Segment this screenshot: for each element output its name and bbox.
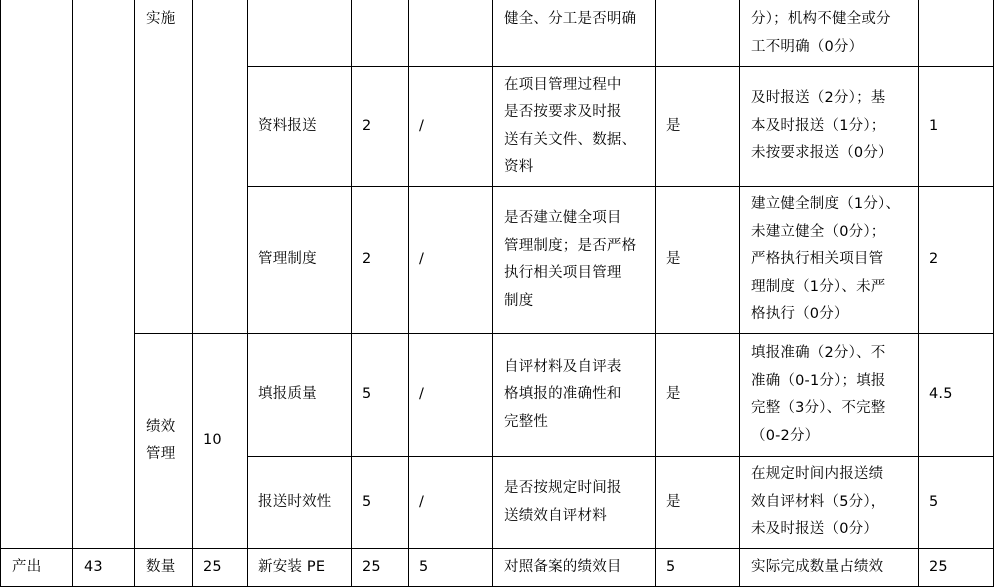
rule-cell: 建立健全制度（1分）、 未建立健全（0分）； 严格执行相关项目管 理制度（1分）、未严 格执行（0分） [751,196,901,323]
grid-vline [739,0,740,587]
target-cell: / [419,386,425,403]
weight-cell: 2 [362,251,372,268]
score-cell: 1 [929,117,939,134]
grid-vline [134,0,135,587]
level1-weight: 43 [84,558,103,575]
weight-cell: 5 [362,386,372,403]
standard-cell: 是否建立健全项目 管理制度；是否严格 执行相关项目管理 制度 [504,210,637,309]
actual-cell: 是 [666,117,681,134]
category-weight: 10 [203,432,222,449]
grid-vline [192,0,193,587]
item-cell: 管理制度 [258,251,317,268]
standard-cell: 健全、分工是否明确 [504,11,637,27]
score-cell: 4.5 [929,386,953,403]
grid-vline [247,0,248,587]
weight-cell: 2 [362,117,372,134]
target-cell: 5 [419,558,429,575]
level1-output: 产出 [12,558,42,575]
item-cell: 报送时效性 [258,493,332,510]
target-cell: / [419,117,425,134]
actual-cell: 是 [666,386,681,403]
score-cell: 2 [929,251,939,268]
grid-vline [72,0,73,587]
weight-cell: 25 [362,558,381,575]
score-cell: 5 [929,493,939,510]
score-cell: 25 [929,558,948,575]
grid-vline [0,0,1,587]
rule-cell: 填报准确（2分）、不 准确（0-1分）；填报 完整（3分）、不完整 （0-2分） [751,345,886,444]
rule-cell: 分）；机构不健全或分 工不明确（0分） [751,11,891,55]
target-cell: / [419,251,425,268]
actual-cell: 是 [666,493,681,510]
category-performance-management: 绩效 管理 [146,418,176,462]
standard-cell: 自评材料及自评表 格填报的准确性和 完整性 [504,358,622,430]
rule-cell: 在规定时间内报送绩 效自评材料（5分）， 未及时报送（0分） [751,466,886,538]
standard-cell: 对照备案的绩效目 [504,558,622,575]
level2-quantity: 数量 [146,558,176,575]
grid-vline [492,0,493,587]
standard-cell: 在项目管理过程中 是否按要求及时报 送有关文件、数据、 资料 [504,76,637,175]
weight-cell: 5 [362,493,372,510]
level2-weight: 25 [203,558,222,575]
item-cell: 填报质量 [258,386,317,403]
rule-cell: 及时报送（2分）；基 本及时报送（1分）； 未按要求报送（0分） [751,90,893,162]
target-cell: / [419,493,425,510]
grid-vline [655,0,656,587]
grid-vline [918,0,919,587]
item-cell: 新安装 PE [258,558,326,575]
actual-cell: 是 [666,251,681,268]
grid-vline [351,0,352,587]
actual-cell: 5 [666,558,676,575]
category-implementation: 实施 [146,11,176,27]
rule-cell: 实际完成数量占绩效 [751,558,884,575]
standard-cell: 是否按规定时间报 送绩效自评材料 [504,480,622,524]
grid-vline [408,0,409,587]
item-cell: 资料报送 [258,117,317,134]
